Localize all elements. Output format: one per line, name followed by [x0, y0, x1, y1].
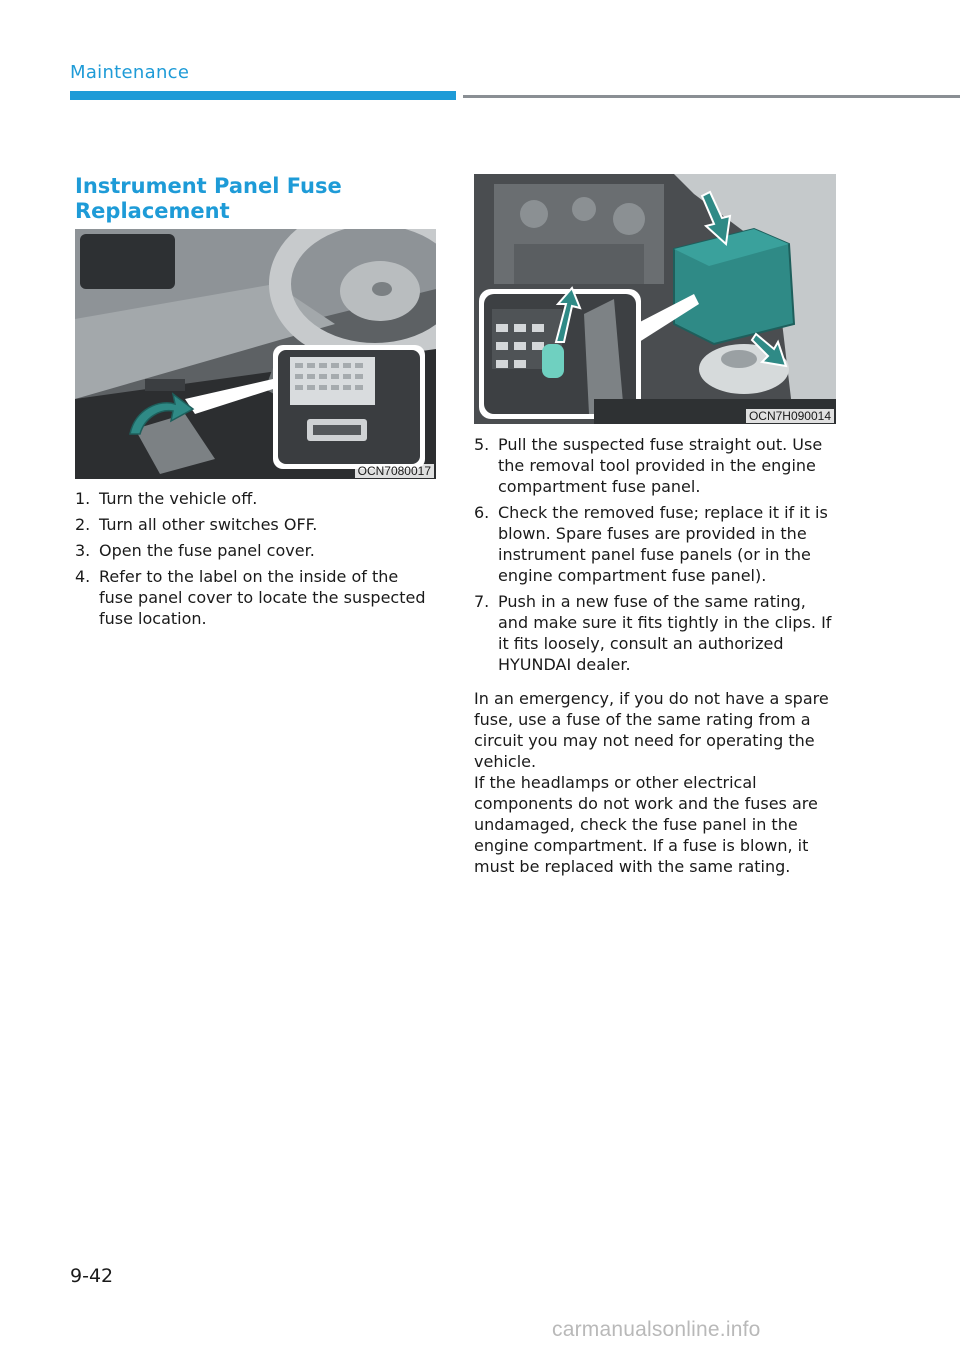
step-number: 4.	[75, 567, 91, 586]
step-number: 6.	[474, 503, 490, 522]
figure-dashboard-fuse-panel	[75, 229, 436, 479]
step-text: Refer to the label on the inside of the fuse panel cover to locate the suspected fuse location.	[99, 567, 426, 628]
watermark: carmanualsonline.info	[552, 1318, 761, 1341]
list-item	[75, 540, 435, 561]
list-item	[474, 591, 836, 675]
step-text: Check the removed fuse; replace it if it is blown. Spare fuses are provided in the instrument panel fuse panels (or in the engine compartment fuse panel).	[498, 503, 828, 585]
step-text: Turn the vehicle off.	[99, 489, 258, 508]
header-accent-rule	[70, 91, 456, 100]
headlamps-paragraph: If the headlamps or other electrical components do not work and the fuses are undamaged, check the fuse panel in the engine compartment. If a fuse is blown, it must be replaced with the same rating.	[474, 773, 818, 876]
list-item	[75, 566, 435, 629]
figure-code-label: OCN7H090014	[746, 409, 834, 423]
step-number: 7.	[474, 592, 490, 611]
emergency-paragraph: In an emergency, if you do not have a spare fuse, use a fuse of the same rating from a circuit you may not need for operating the vehicle.	[474, 689, 829, 771]
step-number: 5.	[474, 435, 490, 454]
step-text: Open the fuse panel cover.	[99, 541, 315, 560]
page-heading: Instrument Panel Fuse Replacement	[75, 174, 342, 223]
page-number: 9-42	[70, 1265, 114, 1287]
figure-code-label: OCN7080017	[355, 464, 434, 478]
step-number: 1.	[75, 489, 91, 508]
step-text: Pull the suspected fuse straight out. Use the removal tool provided in the engine compartment fuse panel.	[498, 435, 823, 496]
dashboard-fuse-panel-illustration	[75, 229, 436, 479]
steps-list-right	[474, 434, 836, 680]
step-text: Push in a new fuse of the same rating, and make sure it fits tightly in the clips. If it fits loosely, consult an authorized HYUNDAI dealer.	[498, 592, 832, 674]
header-divider-rule	[463, 95, 960, 98]
list-item	[75, 488, 435, 509]
engine-compartment-fuse-box-illustration	[474, 174, 836, 424]
section-title: Maintenance	[70, 62, 190, 83]
step-text: Turn all other switches OFF.	[99, 515, 318, 534]
list-item	[474, 502, 836, 586]
figure-engine-fuse-box	[474, 174, 836, 424]
step-number: 2.	[75, 515, 91, 534]
steps-list-left	[75, 488, 435, 634]
list-item	[75, 514, 435, 535]
step-number: 3.	[75, 541, 91, 560]
list-item	[474, 434, 836, 497]
